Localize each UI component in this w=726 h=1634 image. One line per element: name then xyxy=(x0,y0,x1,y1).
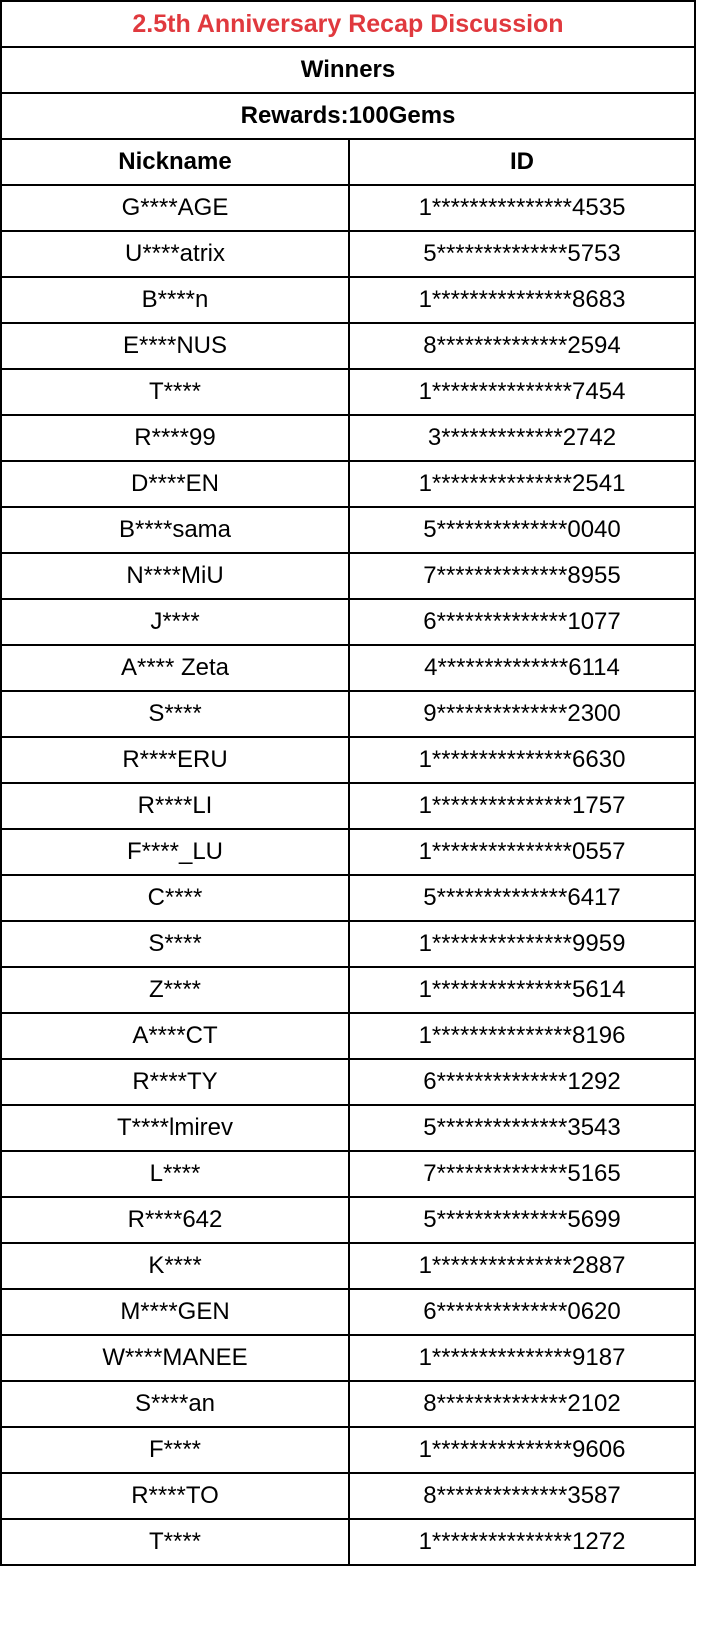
table-title: 2.5th Anniversary Recap Discussion xyxy=(2,2,696,46)
winner-rows xyxy=(2,186,696,1566)
nickname-cell: S**** xyxy=(2,692,350,736)
id-cell: 5**************5699 xyxy=(350,1198,696,1242)
nickname-cell: A**** Zeta xyxy=(2,646,350,690)
table-row xyxy=(2,1290,696,1336)
id-cell: 6**************1077 xyxy=(350,600,696,644)
nickname-cell: F**** xyxy=(2,1428,350,1472)
nickname-cell: B****n xyxy=(2,278,350,322)
nickname-cell: S**** xyxy=(2,922,350,966)
id-header: ID xyxy=(350,140,696,184)
table-row xyxy=(2,1014,696,1060)
nickname-cell: R****LI xyxy=(2,784,350,828)
nickname-cell: A****CT xyxy=(2,1014,350,1058)
table-row xyxy=(2,922,696,968)
table-row xyxy=(2,370,696,416)
id-cell: 8**************3587 xyxy=(350,1474,696,1518)
table-row xyxy=(2,1428,696,1474)
table-row xyxy=(2,186,696,232)
nickname-cell: R****TO xyxy=(2,1474,350,1518)
id-cell: 1***************2887 xyxy=(350,1244,696,1288)
id-cell: 1***************8196 xyxy=(350,1014,696,1058)
id-cell: 5**************0040 xyxy=(350,508,696,552)
nickname-cell: L**** xyxy=(2,1152,350,1196)
nickname-cell: R****642 xyxy=(2,1198,350,1242)
nickname-cell: S****an xyxy=(2,1382,350,1426)
nickname-cell: E****NUS xyxy=(2,324,350,368)
id-cell: 4**************6114 xyxy=(350,646,696,690)
id-cell: 7**************8955 xyxy=(350,554,696,598)
table-row xyxy=(2,508,696,554)
nickname-cell: M****GEN xyxy=(2,1290,350,1334)
table-row xyxy=(2,1520,696,1566)
nickname-cell: U****atrix xyxy=(2,232,350,276)
id-cell: 3*************2742 xyxy=(350,416,696,460)
id-cell: 1***************1757 xyxy=(350,784,696,828)
table-row xyxy=(2,876,696,922)
id-cell: 1***************4535 xyxy=(350,186,696,230)
header-row xyxy=(2,140,696,186)
subtitle-row xyxy=(2,48,696,94)
nickname-cell: B****sama xyxy=(2,508,350,552)
id-cell: 6**************0620 xyxy=(350,1290,696,1334)
nickname-cell: R****ERU xyxy=(2,738,350,782)
table-row xyxy=(2,968,696,1014)
table-row xyxy=(2,1060,696,1106)
winners-heading: Winners xyxy=(2,48,696,92)
table-row xyxy=(2,646,696,692)
nickname-cell: W****MANEE xyxy=(2,1336,350,1380)
id-cell: 7**************5165 xyxy=(350,1152,696,1196)
table-row xyxy=(2,1106,696,1152)
table-row xyxy=(2,692,696,738)
title-row xyxy=(2,2,696,48)
rewards-label: Rewards:100Gems xyxy=(2,94,696,138)
nickname-header: Nickname xyxy=(2,140,350,184)
nickname-cell: G****AGE xyxy=(2,186,350,230)
table-row xyxy=(2,232,696,278)
table-row xyxy=(2,1474,696,1520)
id-cell: 1***************5614 xyxy=(350,968,696,1012)
nickname-cell: F****_LU xyxy=(2,830,350,874)
table-row xyxy=(2,416,696,462)
table-row xyxy=(2,462,696,508)
table-row xyxy=(2,784,696,830)
nickname-cell: J**** xyxy=(2,600,350,644)
table-row xyxy=(2,554,696,600)
id-cell: 6**************1292 xyxy=(350,1060,696,1104)
id-cell: 1***************2541 xyxy=(350,462,696,506)
id-cell: 1***************1272 xyxy=(350,1520,696,1564)
id-cell: 1***************9606 xyxy=(350,1428,696,1472)
table-row xyxy=(2,600,696,646)
table-row xyxy=(2,830,696,876)
table-row xyxy=(2,1382,696,1428)
table-row xyxy=(2,1152,696,1198)
id-cell: 8**************2102 xyxy=(350,1382,696,1426)
id-cell: 9**************2300 xyxy=(350,692,696,736)
id-cell: 1***************9187 xyxy=(350,1336,696,1380)
id-cell: 8**************2594 xyxy=(350,324,696,368)
nickname-cell: R****99 xyxy=(2,416,350,460)
nickname-cell: N****MiU xyxy=(2,554,350,598)
nickname-cell: R****TY xyxy=(2,1060,350,1104)
table-row xyxy=(2,738,696,784)
nickname-cell: T**** xyxy=(2,370,350,414)
nickname-cell: D****EN xyxy=(2,462,350,506)
id-cell: 1***************9959 xyxy=(350,922,696,966)
rewards-row xyxy=(2,94,696,140)
table-row xyxy=(2,324,696,370)
table-row xyxy=(2,1336,696,1382)
id-cell: 1***************0557 xyxy=(350,830,696,874)
id-cell: 5**************5753 xyxy=(350,232,696,276)
id-cell: 1***************8683 xyxy=(350,278,696,322)
table-row xyxy=(2,278,696,324)
table-row xyxy=(2,1244,696,1290)
id-cell: 1***************6630 xyxy=(350,738,696,782)
table-row xyxy=(2,1198,696,1244)
nickname-cell: Z**** xyxy=(2,968,350,1012)
nickname-cell: T****lmirev xyxy=(2,1106,350,1150)
id-cell: 5**************3543 xyxy=(350,1106,696,1150)
id-cell: 5**************6417 xyxy=(350,876,696,920)
id-cell: 1***************7454 xyxy=(350,370,696,414)
nickname-cell: T**** xyxy=(2,1520,350,1564)
nickname-cell: K**** xyxy=(2,1244,350,1288)
nickname-cell: C**** xyxy=(2,876,350,920)
